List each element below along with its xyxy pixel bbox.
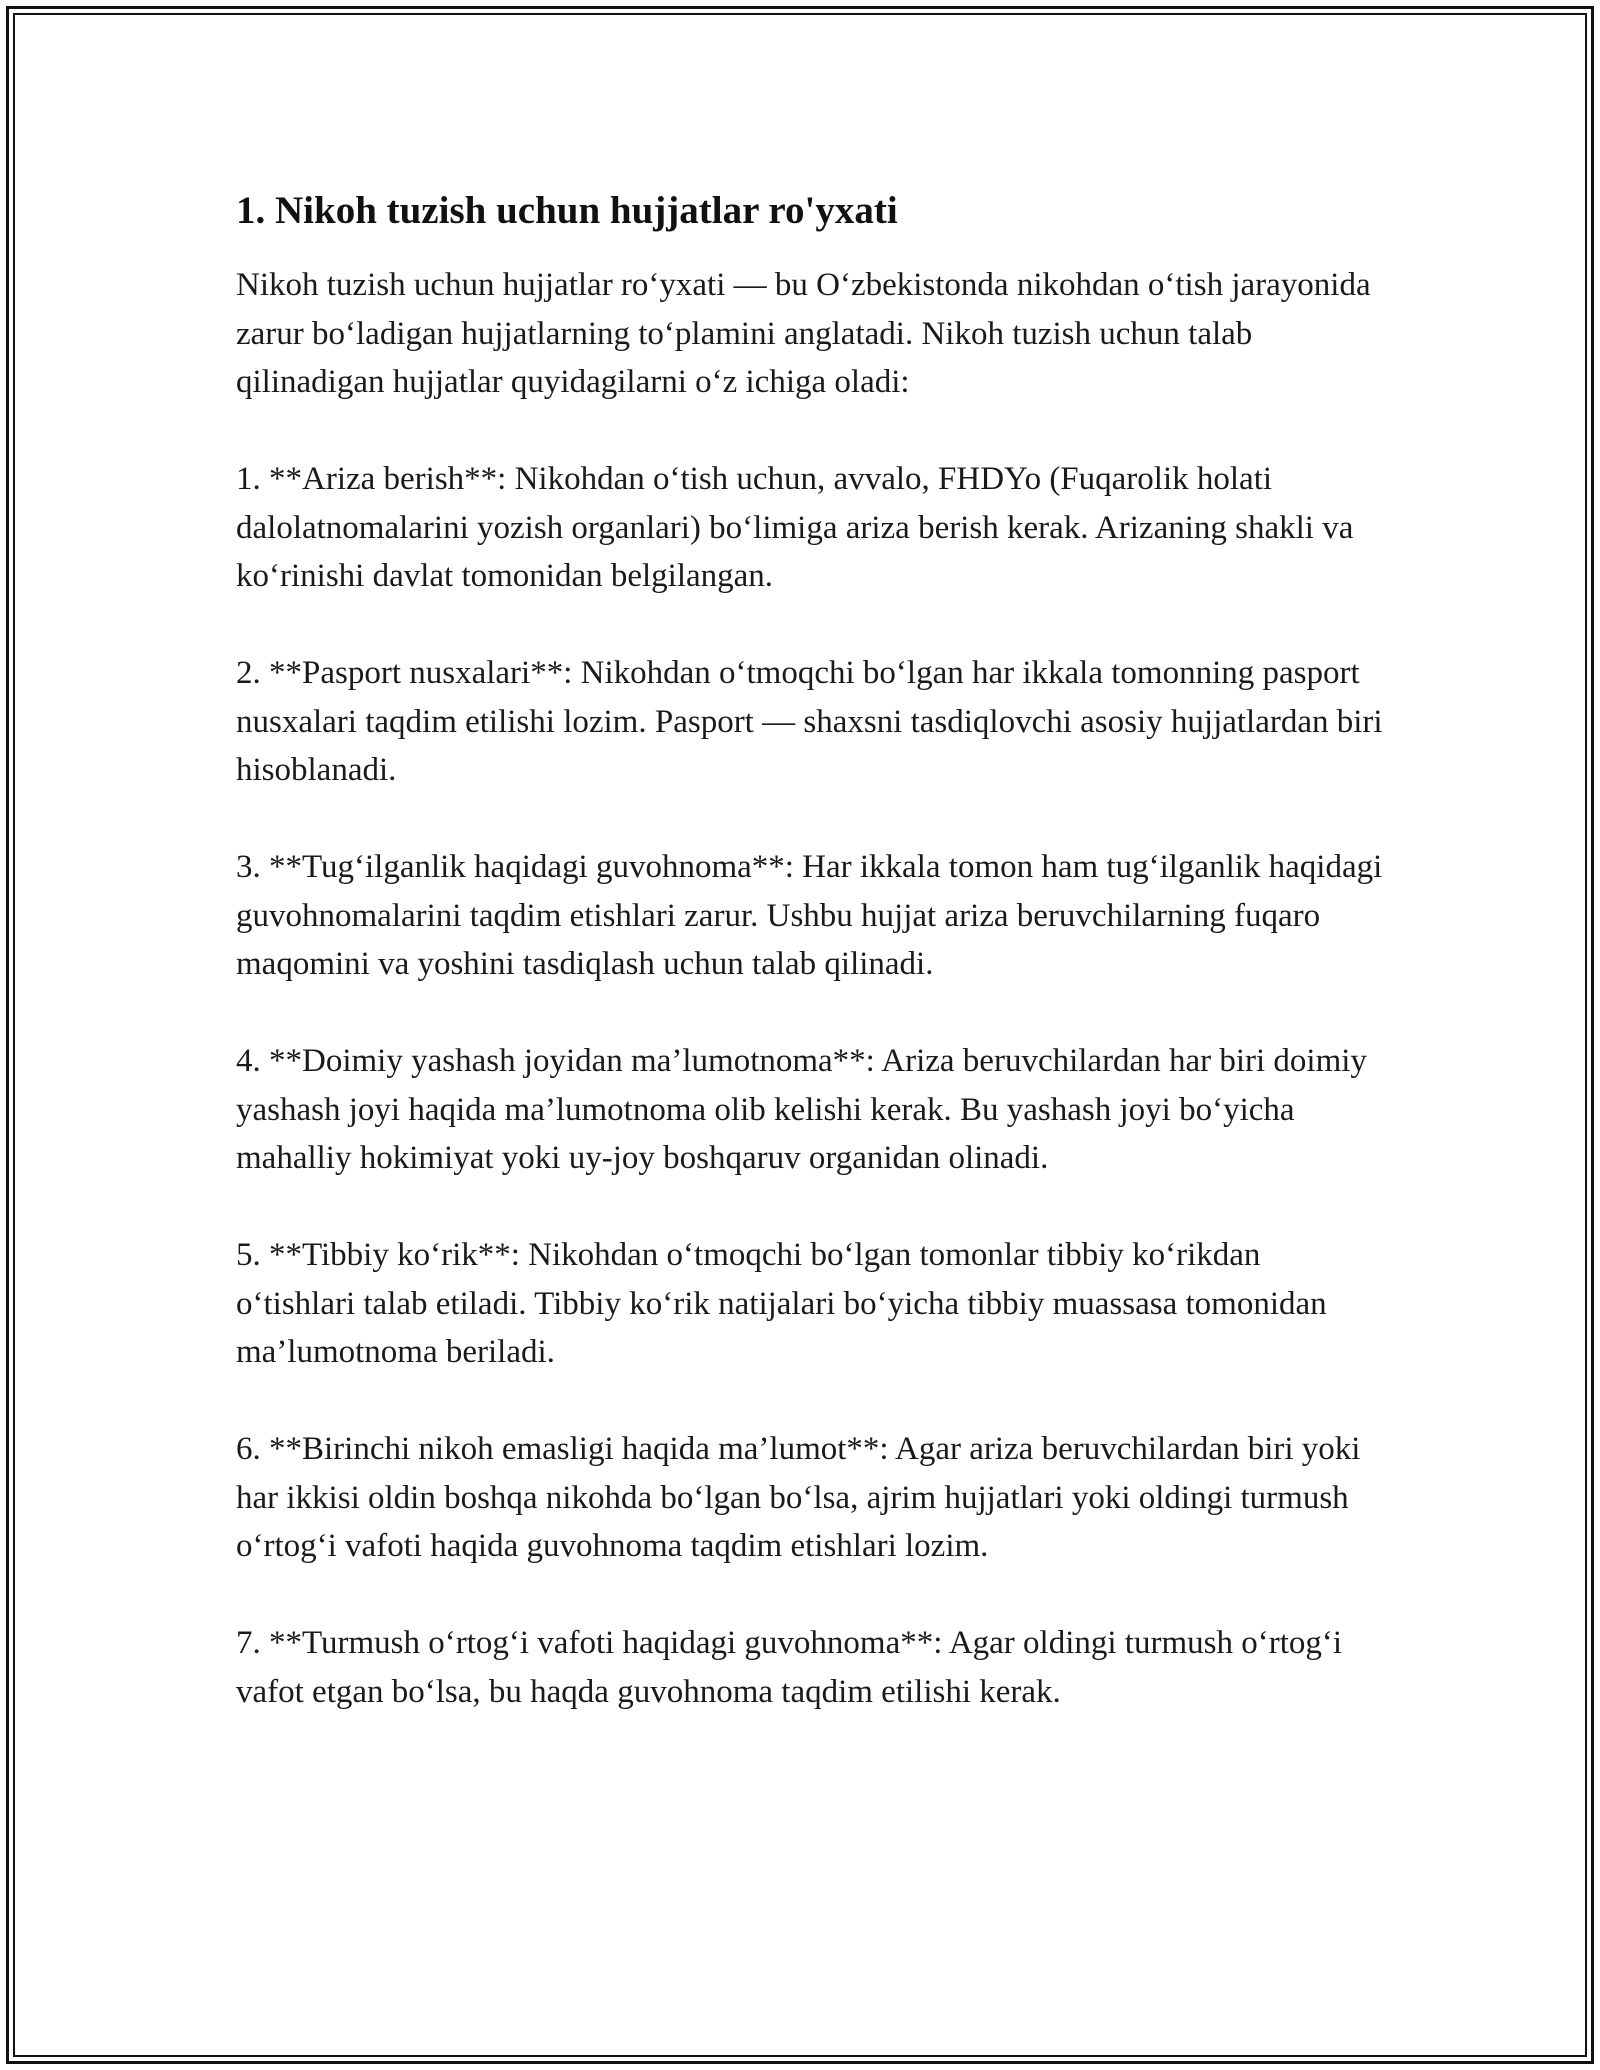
document-title: 1. Nikoh tuzish uchun hujjatlar ro'yxati [236, 189, 898, 232]
list-item: 7. **Turmush o‘rtog‘i vafoti haqidagi guvohnoma**: Agar oldingi turmush o‘rtog‘i vafot etgan bo‘lsa, bu haqda guvohnoma taqdim etilishi kerak. [236, 1625, 1343, 1710]
list-item: 1. **Ariza berish**: Nikohdan o‘tish uchun, avvalo, FHDYo (Fuqarolik holati dalolatnomalarini yozish organlari) bo‘limiga ariza berish kerak. Arizaning shakli va ko‘rinishi davlat tomonidan belgilangan. [236, 461, 1354, 594]
list-item: 2. **Pasport nusxalari**: Nikohdan o‘tmoqchi bo‘lgan har ikkala tomonning pasport nusxalari taqdim etilishi lozim. Pasport — shaxsni tasdiqlovchi asosiy hujjatlardan biri hisoblanadi. [236, 655, 1383, 788]
list-item: 4. **Doimiy yashash joyidan ma’lumotnoma**: Ariza beruvchilardan har biri doimiy yashash joyi haqida ma’lumotnoma olib kelishi kerak. Bu yashash joyi bo‘yicha mahalliy hokimiyat yoki uy-joy boshqaruv organidan olinadi. [236, 1043, 1367, 1176]
document-body [236, 185, 1386, 1716]
list-item: 3. **Tug‘ilganlik haqidagi guvohnoma**: Har ikkala tomon ham tug‘ilganlik haqidagi guvohnomalarini taqdim etishlari zarur. Ushbu hujjat ariza beruvchilarning fuqaro maqomini va yoshini tasdiqlash uchun talab qilinadi. [236, 849, 1383, 982]
intro-paragraph: Nikoh tuzish uchun hujjatlar ro‘yxati — bu O‘zbekistonda nikohdan o‘tish jarayonida zarur bo‘ladigan hujjatlarning to‘plamini anglatadi. Nikoh tuzish uchun talab qilinadigan hujjatlar quyidagilarni o‘z ichiga oladi: [236, 267, 1371, 400]
list-item: 5. **Tibbiy ko‘rik**: Nikohdan o‘tmoqchi bo‘lgan tomonlar tibbiy ko‘rikdan o‘tishlari talab etiladi. Tibbiy ko‘rik natijalari bo‘yicha tibbiy muassasa tomonidan ma’lumotnoma beriladi. [236, 1237, 1327, 1370]
list-item: 6. **Birinchi nikoh emasligi haqida ma’lumot**: Agar ariza beruvchilardan biri yoki har ikkisi oldin boshqa nikohda bo‘lgan bo‘lsa, ajrim hujjatlari yoki oldingi turmush o‘rtog‘i vafoti haqida guvohnoma taqdim etishlari lozim. [236, 1431, 1361, 1564]
